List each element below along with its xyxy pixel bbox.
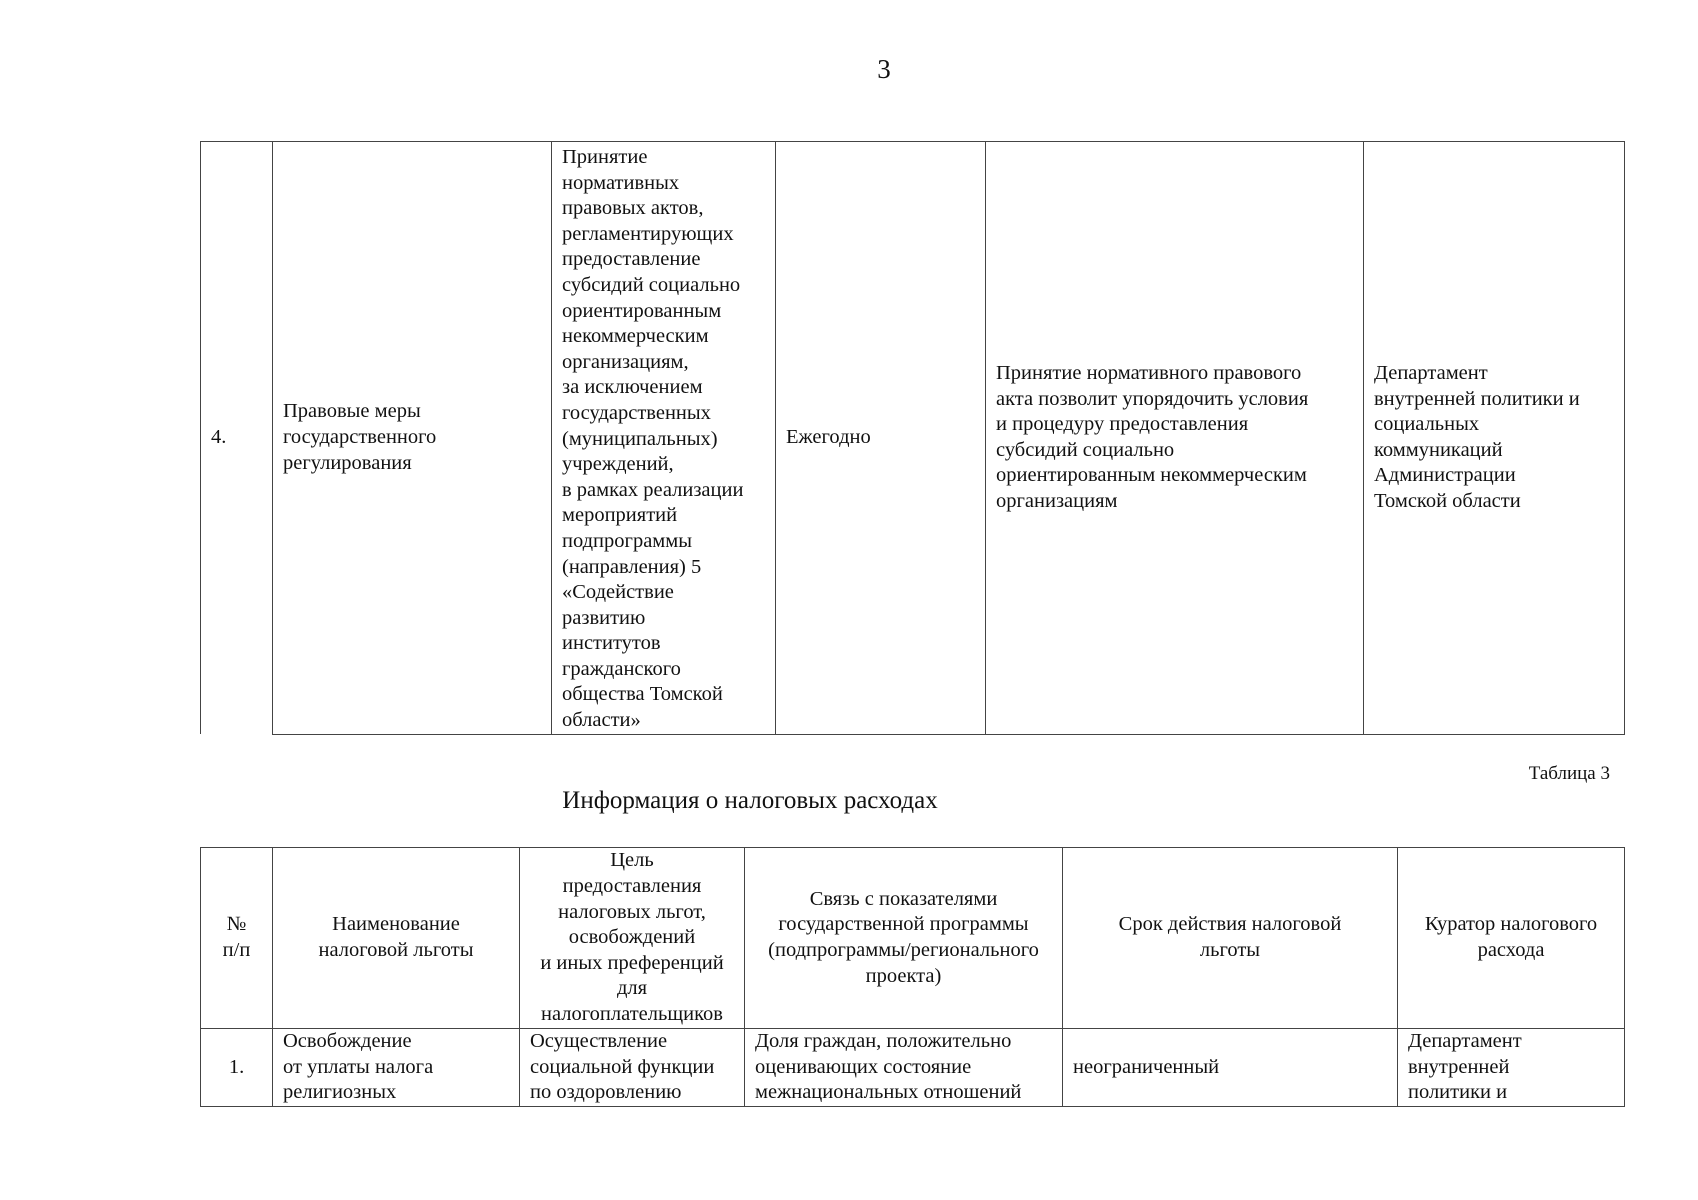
benefit-goal [520, 1029, 745, 1107]
header-indicators-link [745, 848, 1063, 1029]
measure-type [273, 142, 552, 735]
text-line: «Содействие [562, 581, 674, 604]
text-line: Доля граждан, положительно [755, 1030, 1012, 1052]
text-line: институтов [562, 632, 661, 655]
text-line: Куратор налогового [1424, 913, 1598, 936]
table-label: Таблица 3 [1528, 763, 1610, 784]
text-line: мероприятий [562, 504, 678, 527]
text-line: внутренней [1408, 1055, 1510, 1078]
measure-content [552, 142, 776, 735]
text-line: гражданского [562, 657, 681, 680]
text-line: льготы [1199, 939, 1261, 961]
benefit-term: неограниченный [1063, 1029, 1398, 1107]
table-title: Информация о налоговых расходах [562, 787, 938, 814]
text-line: в рамках реализации [562, 478, 744, 501]
text-line: подпрограммы [562, 529, 693, 552]
text-line: (направления) 5 [562, 555, 702, 578]
text-line: организациям, [562, 350, 689, 373]
table-header-row [201, 848, 1625, 1029]
header-benefit-name [273, 848, 520, 1029]
text-line: по оздоровлению [530, 1081, 682, 1104]
indicators-link [745, 1029, 1063, 1107]
text-line: для [616, 977, 648, 1000]
text-line: Наименование [332, 913, 460, 936]
text-line: за исключением [562, 376, 703, 399]
row-number: 4. [201, 142, 273, 735]
text-line: акта позволит упорядочить условия [996, 387, 1309, 410]
text-line: предоставления [562, 875, 702, 898]
text-line: Принятие нормативного правового [996, 362, 1302, 385]
text-line: Цель [610, 849, 654, 872]
text-line: коммуникаций [1374, 438, 1503, 461]
text-line: Осуществление [530, 1030, 668, 1052]
text-line: учреждений, [562, 453, 674, 476]
header-term [1063, 848, 1398, 1029]
responsible-executor [1364, 142, 1625, 735]
benefit-name [273, 1029, 520, 1107]
text-line: освобождений [568, 926, 696, 949]
text-line: Томской области [1374, 490, 1521, 513]
text-line: оценивающих состояние [755, 1055, 972, 1078]
text-line: налоговых льгот, [558, 900, 706, 923]
header-curator [1398, 848, 1625, 1029]
text-line: Связь с показателями [809, 887, 998, 910]
text-line: Освобождение [283, 1030, 412, 1052]
text-line: Департамент [1408, 1030, 1522, 1052]
text-line: области» [562, 709, 641, 732]
text-line: политики и [1408, 1081, 1508, 1104]
text-line: регламентирующих [562, 222, 734, 245]
table-row [201, 1029, 1625, 1107]
text-line: некоммерческим [562, 325, 709, 348]
text-line: расхода [1477, 939, 1545, 961]
text-line: налоговой льготы [318, 939, 474, 961]
text-line: ориентированным [562, 299, 722, 322]
row-number: 1. [201, 1029, 273, 1107]
curator [1398, 1029, 1625, 1107]
header-goal [520, 848, 745, 1029]
text-line: общества Томской [562, 683, 723, 706]
text-line: проекта) [865, 964, 942, 987]
text-line: нормативных [562, 171, 680, 194]
text-line: регулирования [283, 451, 412, 474]
text-line: межнациональных отношений [755, 1081, 1022, 1104]
text-line: социальной функции [530, 1055, 715, 1078]
text-line: ориентированным некоммерческим [996, 464, 1307, 487]
text-line: субсидий социально [996, 438, 1175, 461]
measures-table [200, 141, 1625, 735]
text-line: и процедуру предоставления [996, 413, 1249, 436]
tax-expenditures-table [200, 847, 1625, 1107]
expected-result [986, 142, 1364, 735]
text-line: Срок действия налоговой [1118, 913, 1342, 936]
text-line: социальных [1374, 413, 1480, 436]
text-line: п/п [222, 939, 251, 961]
text-line: государственного [283, 426, 437, 449]
text-line: религиозных [283, 1081, 397, 1104]
text-line: Департамент [1374, 362, 1488, 385]
text-line: № [226, 913, 247, 936]
text-line: Правовые меры [283, 400, 421, 423]
text-line: (подпрограммы/регионального [768, 939, 1039, 961]
text-line: правовых актов, [562, 197, 704, 220]
text-line: (муниципальных) [562, 427, 718, 450]
text-line: Администрации [1374, 464, 1516, 487]
text-line: развитию [562, 606, 646, 629]
text-line: внутренней политики и [1374, 387, 1580, 410]
text-line: от уплаты налога [283, 1055, 434, 1078]
text-line: государственной программы [778, 913, 1029, 936]
header-number [201, 848, 273, 1029]
table-row [201, 142, 1625, 735]
text-line: организациям [996, 490, 1118, 513]
text-line: субсидий социально [562, 273, 741, 296]
text-line: государственных [562, 401, 711, 424]
text-line: предоставление [562, 248, 701, 271]
text-line: и иных преференций [540, 951, 724, 974]
measure-term: Ежегодно [776, 142, 986, 735]
text-line: налогоплательщиков [541, 1002, 723, 1025]
text-line: Принятие [562, 146, 648, 168]
page-number: 3 [877, 54, 891, 84]
